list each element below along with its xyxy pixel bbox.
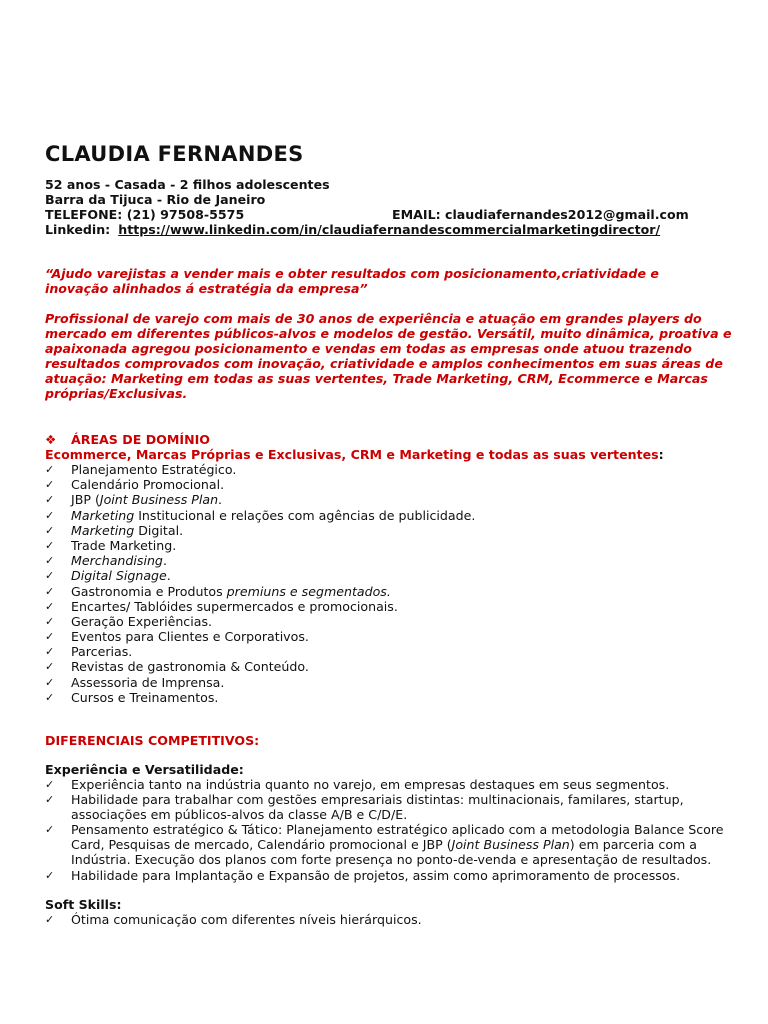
diferenciais-section: [45, 733, 735, 927]
list-item: [45, 492, 735, 507]
check-icon: ✓: [45, 614, 55, 628]
list-item-text: Encartes/ Tablóides supermercados e promocionais.: [71, 598, 398, 614]
linkedin-line: [45, 222, 725, 237]
list-item-text: Revistas de gastronomia & Conteúdo.: [71, 659, 309, 675]
check-icon: ✓: [45, 912, 55, 926]
areas-subtitle: [45, 447, 735, 462]
check-icon: ✓: [45, 690, 55, 704]
list-item-text: Digital.: [134, 522, 184, 538]
list-item-text: Assessoria de Imprensa.: [71, 674, 225, 690]
check-icon: ✓: [45, 584, 55, 598]
list-item-text: Experiência tanto na indústria quanto no varejo, em empresas destaques em seus segmentos.: [71, 777, 670, 792]
areas-heading: [45, 432, 735, 447]
diamond-bullet-icon: ❖: [45, 432, 57, 447]
list-item-text: .: [166, 568, 171, 584]
check-icon: ✓: [45, 823, 55, 837]
email-text[interactable]: EMAIL: claudiafernandes2012@gmail.com: [392, 207, 689, 222]
list-item: [45, 553, 735, 568]
areas-title: ÁREAS DE DOMÍNIO: [71, 432, 210, 447]
areas-list: [45, 462, 735, 705]
list-item: [45, 675, 735, 690]
check-icon: ✓: [45, 778, 55, 791]
linkedin-link[interactable]: https://www.linkedin.com/in/claudiafernandescommercialmarketingdirector/: [118, 222, 661, 237]
check-icon: ✓: [45, 478, 55, 492]
list-item-text: Institucional e relações com agências de publicidade.: [134, 507, 476, 523]
phone-text: TELEFONE: (21) 97508-5575: [45, 207, 245, 222]
list-item: [45, 477, 735, 492]
list-item-text: JBP (: [71, 492, 100, 508]
check-icon: ✓: [45, 508, 55, 522]
list-item-text: Pensamento estratégico & Tático: Planejamento estratégico aplicado com a metodologia Balance Score Card, Pesquisas de mercado, Calendário promocional e JBP (: [71, 822, 724, 853]
areas-subtitle-text: Ecommerce, Marcas Próprias e Exclusivas, CRM e Marketing e todas as suas vertentes: [45, 447, 659, 462]
check-icon: ✓: [45, 569, 55, 583]
list-item-text: premiuns e segmentados.: [226, 583, 391, 599]
list-item: [45, 777, 735, 792]
professional-summary: Profissional de varejo com mais de 30 anos de experiência e atuação em grandes players do mercado em diferentes públicos-alvos e modelos de gestão. Versátil, muito dinâmica, proativa e apaixonada agregou posicionamento e vendas em todas as empresas onde atuou trazendo resultados comprovados com inovação, criatividade e amplos conhecimentos em suas áreas de atuação: Marketing em todas as suas vertentes, Trade Marketing, CRM, Ecommerce e Marcas próprias/Exclusivas.: [45, 311, 732, 401]
list-item-text: Habilidade para Implantação e Expansão de projetos, assim como aprimoramento de processos.: [71, 867, 681, 883]
check-icon: ✓: [45, 630, 55, 644]
check-icon: ✓: [45, 523, 55, 537]
list-item-text: Ótima comunicação com diferentes níveis hierárquicos.: [71, 911, 422, 927]
list-item-text: Parcerias.: [71, 644, 133, 660]
list-item: [45, 599, 735, 614]
list-item-text: Marketing: [71, 522, 135, 538]
list-item: [45, 644, 735, 659]
list-item: [45, 462, 735, 477]
list-item-text: Merchandising: [71, 553, 163, 569]
list-item: [45, 659, 735, 674]
list-item-text: ) em parceria com a Indústria. Execução dos planos com forte presença no ponto-de-venda e apresentação de resultados.: [71, 837, 712, 868]
list-item: [45, 523, 735, 538]
list-item-text: Digital Signage: [71, 568, 167, 584]
list-item-text: Joint Business Plan: [99, 492, 219, 508]
list-item: [45, 690, 735, 705]
list-item-text: Eventos para Clientes e Corporativos.: [71, 629, 309, 645]
list-item: [45, 508, 735, 523]
check-icon: ✓: [45, 793, 55, 807]
list-item: [45, 538, 735, 553]
check-icon: ✓: [45, 675, 55, 689]
experiencia-list: [45, 777, 735, 883]
list-item-text: Calendário Promocional.: [71, 477, 225, 493]
list-item-text: Cursos e Treinamentos.: [71, 689, 219, 705]
soft-skills-block: [45, 897, 735, 927]
list-item: [45, 629, 735, 644]
check-icon: ✓: [45, 493, 55, 507]
list-item-text: .: [162, 553, 167, 569]
check-icon: ✓: [45, 645, 55, 659]
check-icon: ✓: [45, 660, 55, 674]
list-item: [45, 614, 735, 629]
soft-skills-list: [45, 912, 735, 927]
list-item-text: Joint Business Plan: [451, 837, 570, 853]
list-item: [45, 868, 735, 883]
phone-email-line: [45, 207, 725, 222]
list-item-text: .: [218, 492, 223, 508]
list-item-text: Gastronomia e Produtos: [71, 583, 227, 599]
list-item: [45, 568, 735, 583]
location-line: Barra da Tijuca - Rio de Janeiro: [45, 192, 266, 207]
check-icon: ✓: [45, 463, 55, 476]
list-item: [45, 822, 735, 867]
areas-subtitle-colon: :: [658, 447, 664, 462]
contact-info: [45, 177, 725, 237]
list-item: [45, 584, 735, 599]
list-item-text: Geração Experiências.: [71, 613, 213, 629]
list-item: [45, 792, 735, 822]
list-item-text: Marketing: [71, 507, 135, 523]
areas-section: [45, 432, 735, 705]
list-item-text: Trade Marketing.: [71, 537, 177, 553]
personal-line: 52 anos - Casada - 2 filhos adolescentes: [45, 177, 330, 192]
linkedin-label: Linkedin:: [45, 222, 111, 237]
candidate-name: CLAUDIA FERNANDES: [45, 142, 304, 166]
soft-skills-title: Soft Skills:: [45, 896, 122, 912]
value-proposition-quote: “Ajudo varejistas a vender mais e obter resultados com posicionamento,criatividade e inovação alinhados á estratégia da empresa”: [45, 266, 659, 296]
list-item-text: Habilidade para trabalhar com gestões empresariais distintas: multinacionais, familares, startup, associações em públicos-alvos da classe A/B e C/D/E.: [71, 792, 684, 823]
check-icon: ✓: [45, 868, 55, 882]
experiencia-block: [45, 762, 735, 883]
list-item: [45, 912, 735, 927]
check-icon: ✓: [45, 538, 55, 552]
diferenciais-title: DIFERENCIAIS COMPETITIVOS:: [45, 733, 260, 748]
experiencia-title: Experiência e Versatilidade:: [45, 762, 244, 777]
check-icon: ✓: [45, 599, 55, 613]
check-icon: ✓: [45, 554, 55, 568]
list-item-text: Planejamento Estratégico.: [71, 462, 237, 477]
